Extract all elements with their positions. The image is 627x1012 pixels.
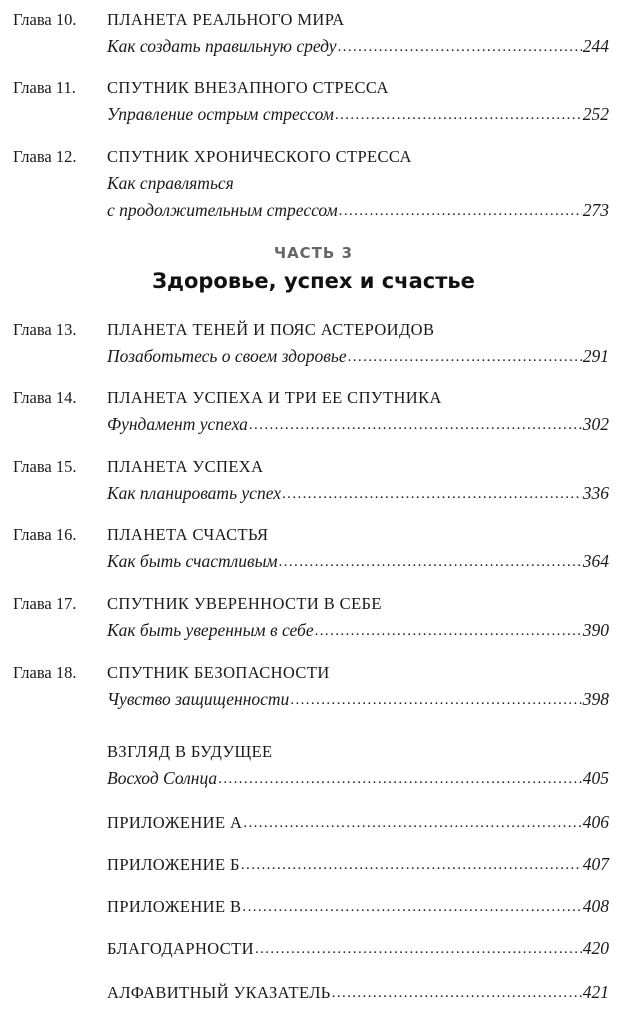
dot-leader [242, 892, 581, 920]
backmatter-title: АЛФАВИТНЫЙ УКАЗАТЕЛЬ [107, 983, 331, 1002]
epilogue-subtitle: Восход Солнца [107, 768, 218, 788]
dot-leader [241, 850, 582, 878]
dot-leader [348, 342, 582, 370]
chapter-title: ПЛАНЕТА УСПЕХА И ТРИ ЕЕ СПУТНИКА [107, 388, 442, 407]
toc-line [107, 765, 609, 793]
chapter-number: Глава 17. [13, 594, 77, 613]
chapter-number: Глава 16. [13, 525, 77, 544]
dot-leader [279, 547, 582, 575]
chapter-subtitle: Как планировать успех [107, 483, 282, 503]
page-number: 408 [582, 896, 609, 916]
dot-leader [332, 978, 582, 1006]
dot-leader [338, 32, 582, 60]
page-number: 406 [582, 812, 609, 832]
backmatter-title: ПРИЛОЖЕНИЕ А [107, 813, 243, 832]
toc-line [107, 617, 609, 645]
toc-line [107, 101, 609, 129]
toc-entry-index[interactable] [107, 979, 609, 1007]
toc-entry-appendix-a[interactable] [107, 809, 609, 837]
chapter-subtitle: Чувство защищенности [107, 689, 290, 709]
chapter-title: ПЛАНЕТА УСПЕХА [107, 457, 264, 476]
toc-line [107, 33, 609, 61]
chapter-title: ПЛАНЕТА СЧАСТЬЯ [107, 525, 269, 544]
chapter-subtitle: Управление острым стрессом [107, 104, 334, 124]
backmatter-title: ПРИЛОЖЕНИЕ В [107, 897, 242, 916]
chapter-title: СПУТНИК ВНЕЗАПНОГО СТРЕССА [107, 78, 389, 97]
page-number: 291 [582, 346, 609, 366]
page-number: 398 [582, 689, 609, 709]
chapter-title: СПУТНИК ХРОНИЧЕСКОГО СТРЕССА [107, 147, 412, 166]
chapter-number: Глава 14. [13, 388, 77, 407]
chapter-title: СПУТНИК УВЕРЕННОСТИ В СЕБЕ [107, 594, 382, 613]
dot-leader [339, 196, 582, 224]
page-number: 407 [582, 854, 609, 874]
toc-entry-appendix-b[interactable] [107, 851, 609, 879]
dot-leader [249, 410, 582, 438]
toc-line [107, 480, 609, 508]
toc-entry-appendix-c[interactable] [107, 893, 609, 921]
page-number: 364 [582, 551, 609, 571]
chapter-subtitle: Как справляться [107, 173, 234, 193]
chapter-subtitle: Как создать правильную среду [107, 36, 337, 56]
chapter-subtitle: Как быть уверенным в себе [107, 620, 314, 640]
page-number: 244 [582, 36, 609, 56]
page-number: 302 [582, 414, 609, 434]
page-number: 336 [582, 483, 609, 503]
chapter-subtitle: Позаботьтесь о своем здоровье [107, 346, 347, 366]
chapter-subtitle: Фундамент успеха [107, 414, 248, 434]
dot-leader [290, 685, 581, 713]
page-number: 421 [582, 982, 609, 1002]
dot-leader [335, 100, 582, 128]
toc-line [107, 343, 609, 371]
chapter-number: Глава 11. [13, 78, 76, 97]
dot-leader [315, 616, 582, 644]
toc-entry-acknowledgements[interactable] [107, 935, 609, 963]
page-number: 405 [582, 768, 609, 788]
dot-leader [255, 934, 582, 962]
chapter-number: Глава 15. [13, 457, 77, 476]
dot-leader [243, 808, 581, 836]
epilogue-title: ВЗГЛЯД В БУДУЩЕЕ [107, 742, 273, 761]
dot-leader [218, 764, 582, 792]
chapter-title: ПЛАНЕТА РЕАЛЬНОГО МИРА [107, 10, 345, 29]
chapter-number: Глава 12. [13, 147, 77, 166]
chapter-subtitle: Как быть счастливым [107, 551, 278, 571]
page-number: 252 [582, 104, 609, 124]
part-label: ЧАСТЬ 3 [273, 244, 354, 262]
backmatter-title: БЛАГОДАРНОСТИ [107, 939, 254, 958]
chapter-number: Глава 18. [13, 663, 77, 682]
toc-line [107, 548, 609, 576]
toc-line [107, 411, 609, 439]
page-number: 390 [582, 620, 609, 640]
backmatter-title: ПРИЛОЖЕНИЕ Б [107, 855, 240, 874]
chapter-title: ПЛАНЕТА ТЕНЕЙ И ПОЯС АСТЕРОИДОВ [107, 320, 435, 339]
chapter-subtitle-continued: с продолжительным стрессом [107, 200, 338, 220]
page-number: 273 [582, 200, 609, 220]
part-title: Здоровье, успех и счастье [152, 269, 475, 293]
toc-line [107, 197, 609, 225]
chapter-number: Глава 10. [13, 10, 77, 29]
chapter-title: СПУТНИК БЕЗОПАСНОСТИ [107, 663, 330, 682]
toc-line [107, 170, 609, 196]
page-number: 420 [582, 938, 609, 958]
toc-line [107, 686, 609, 714]
chapter-number: Глава 13. [13, 320, 77, 339]
dot-leader [282, 479, 582, 507]
